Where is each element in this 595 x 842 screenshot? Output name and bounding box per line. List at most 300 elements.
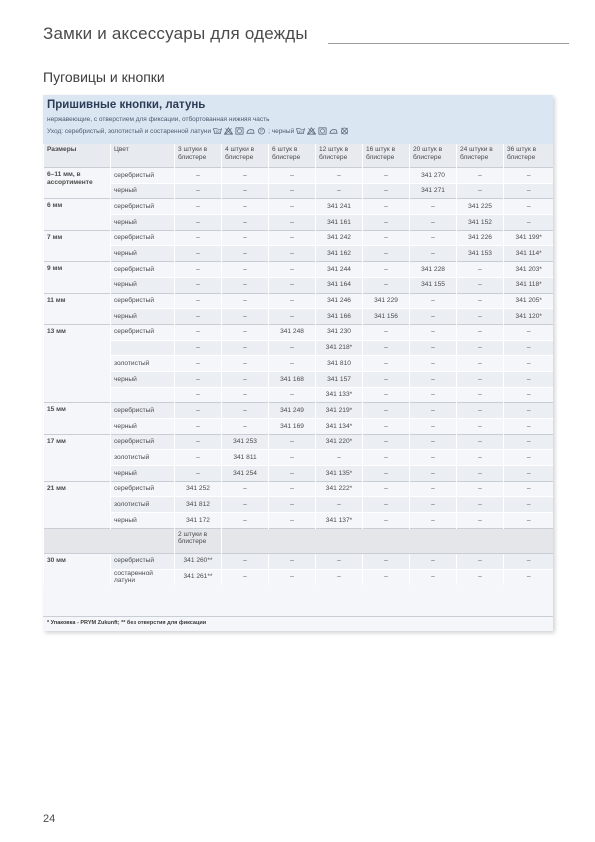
column-header: 6 штук в блистере (269, 144, 316, 168)
article-cell: – (457, 356, 504, 372)
article-cell: – (410, 371, 457, 387)
color-cell: состаренной латуни (111, 569, 175, 585)
size-cell: 6 мм (44, 199, 111, 230)
column-header: 16 штук в блистере (363, 144, 410, 168)
color-cell: серебристый (111, 293, 175, 309)
page-header (43, 24, 595, 50)
svg-text:P: P (260, 128, 263, 134)
article-cell: – (222, 356, 269, 372)
color-cell: черный (111, 215, 175, 231)
article-cell: 341 246 (316, 293, 363, 309)
article-cell: 341 137* (316, 513, 363, 529)
article-cell: – (175, 450, 222, 466)
card-title: Пришивные кнопки, латунь (47, 99, 206, 111)
article-cell: – (504, 199, 554, 215)
article-cell: – (457, 403, 504, 419)
article-cell: 341 152 (457, 215, 504, 231)
article-cell: – (269, 497, 316, 513)
article-cell: – (504, 450, 554, 466)
article-cell: – (222, 262, 269, 278)
table-row (44, 387, 554, 403)
article-cell: – (363, 371, 410, 387)
product-card (43, 95, 553, 631)
article-cell: – (457, 371, 504, 387)
article-cell: – (316, 497, 363, 513)
article-cell: – (175, 403, 222, 419)
article-cell: – (222, 215, 269, 231)
article-cell: – (269, 199, 316, 215)
size-cell: 30 мм (44, 553, 111, 584)
column-header: 4 штуки в блистере (222, 144, 269, 168)
article-cell: – (222, 403, 269, 419)
article-cell: – (363, 450, 410, 466)
size-cell: 21 мм (44, 481, 111, 528)
article-cell: – (269, 387, 316, 403)
svg-text:40: 40 (298, 130, 303, 135)
article-cell: – (316, 450, 363, 466)
article-cell: – (269, 434, 316, 450)
care-icons-group-1 (211, 127, 266, 136)
article-cell: – (269, 569, 316, 585)
article-cell: – (363, 340, 410, 356)
table-row (44, 497, 554, 513)
article-cell: – (175, 387, 222, 403)
article-cell: – (457, 466, 504, 482)
article-cell: – (175, 371, 222, 387)
article-cell: – (410, 553, 457, 569)
care-icons-group-2 (294, 127, 349, 136)
article-cell: 341 228 (410, 262, 457, 278)
article-cell: – (316, 569, 363, 585)
color-cell (111, 340, 175, 356)
article-cell: – (363, 262, 410, 278)
article-cell: 341 169 (269, 419, 316, 435)
table-row (44, 168, 554, 184)
article-cell: – (175, 466, 222, 482)
page-number: 24 (43, 813, 56, 825)
table-row (44, 215, 554, 231)
article-cell: – (410, 324, 457, 340)
article-cell: – (410, 293, 457, 309)
article-cell: – (269, 553, 316, 569)
table-row (44, 230, 554, 246)
color-cell: черный (111, 419, 175, 435)
article-cell: 341 271 (410, 183, 457, 199)
article-cell: – (504, 356, 554, 372)
table-row (44, 293, 554, 309)
article-cell: 341 153 (457, 246, 504, 262)
article-cell: 341 225 (457, 199, 504, 215)
article-cell: – (175, 230, 222, 246)
article-cell: 341 254 (222, 466, 269, 482)
article-cell: – (457, 434, 504, 450)
article-cell: – (457, 309, 504, 325)
article-cell: – (363, 419, 410, 435)
article-cell: – (410, 309, 457, 325)
article-cell: – (269, 277, 316, 293)
color-cell: серебристый (111, 481, 175, 497)
article-cell: – (175, 324, 222, 340)
article-cell: 341 222* (316, 481, 363, 497)
header-rule (328, 43, 569, 44)
article-cell: – (269, 168, 316, 184)
article-cell: – (175, 309, 222, 325)
table-row (44, 569, 554, 585)
article-cell: – (269, 309, 316, 325)
article-cell: – (410, 569, 457, 585)
article-cell: – (504, 387, 554, 403)
article-cell: – (175, 340, 222, 356)
size-cell: 6–11 мм, в ассортименте (44, 168, 111, 199)
table-row (44, 403, 554, 419)
color-cell: черный (111, 277, 175, 293)
article-cell: – (457, 513, 504, 529)
article-cell: – (504, 419, 554, 435)
article-cell: – (363, 246, 410, 262)
article-cell: – (363, 387, 410, 403)
article-cell: – (222, 183, 269, 199)
article-cell: – (410, 387, 457, 403)
article-cell: 341 230 (316, 324, 363, 340)
article-cell: 341 120* (504, 309, 554, 325)
article-cell: – (504, 403, 554, 419)
article-cell: – (175, 277, 222, 293)
article-cell: – (222, 340, 269, 356)
table-row (44, 262, 554, 278)
size-cell: 11 мм (44, 293, 111, 324)
article-cell: 341 199* (504, 230, 554, 246)
table-row (44, 419, 554, 435)
article-cell: – (222, 199, 269, 215)
care-label: Уход: серебристый, золотистый и состаренной латуни (47, 128, 212, 135)
article-cell: – (457, 450, 504, 466)
article-cell: – (410, 419, 457, 435)
article-cell: – (175, 246, 222, 262)
article-cell: – (410, 230, 457, 246)
article-cell: – (222, 553, 269, 569)
article-cell: – (269, 513, 316, 529)
article-cell: – (457, 497, 504, 513)
color-cell: черный (111, 466, 175, 482)
article-cell: – (222, 371, 269, 387)
article-cell: – (363, 215, 410, 231)
article-cell: 341 244 (316, 262, 363, 278)
article-cell: – (175, 168, 222, 184)
article-cell: 341 114* (504, 246, 554, 262)
article-cell: – (504, 340, 554, 356)
article-cell: – (363, 183, 410, 199)
article-cell: 341 162 (316, 246, 363, 262)
color-cell: черный (111, 246, 175, 262)
article-cell: 341 812 (175, 497, 222, 513)
color-cell: черный (111, 513, 175, 529)
article-cell: – (269, 481, 316, 497)
article-cell: 341 156 (363, 309, 410, 325)
article-cell: – (316, 553, 363, 569)
article-cell: – (222, 481, 269, 497)
article-cell: – (363, 277, 410, 293)
article-cell: – (175, 356, 222, 372)
color-cell: серебристый (111, 403, 175, 419)
article-cell: 341 260** (175, 553, 222, 569)
article-cell: – (457, 340, 504, 356)
article-cell: – (504, 466, 554, 482)
card-subtitle: нержавеющие, с отверстием для фиксации, отбортованная нижняя часть (47, 116, 270, 123)
article-cell: – (410, 246, 457, 262)
article-cell: 341 261** (175, 569, 222, 585)
article-cell: – (410, 481, 457, 497)
article-cell: – (363, 466, 410, 482)
column-header: Цвет (111, 144, 175, 168)
svg-text:30: 30 (215, 130, 220, 135)
table-row (44, 513, 554, 529)
color-cell: серебристый (111, 230, 175, 246)
column-header: 36 штук в блистере (504, 144, 554, 168)
article-cell: – (316, 168, 363, 184)
article-cell: 341 270 (410, 168, 457, 184)
article-cell: – (269, 293, 316, 309)
no-bleach-icon (224, 127, 233, 135)
article-cell: – (504, 497, 554, 513)
article-cell: 341 241 (316, 199, 363, 215)
article-cell: – (363, 569, 410, 585)
column-header: 20 штук в блистере (410, 144, 457, 168)
article-cell: – (363, 434, 410, 450)
color-cell: черный (111, 309, 175, 325)
article-cell: – (410, 497, 457, 513)
article-cell: – (222, 419, 269, 435)
article-cell: – (410, 403, 457, 419)
table-body (44, 168, 554, 585)
article-cell: 341 135* (316, 466, 363, 482)
empty-cell (222, 528, 554, 553)
pack-note: 2 штуки в блистере (175, 528, 222, 553)
article-cell: 341 252 (175, 481, 222, 497)
article-cell: 341 253 (222, 434, 269, 450)
article-cell: 341 248 (269, 324, 316, 340)
article-cell: – (363, 324, 410, 340)
article-cell: – (222, 309, 269, 325)
article-cell: 341 164 (316, 277, 363, 293)
article-cell: – (222, 230, 269, 246)
table-row (44, 324, 554, 340)
article-cell: – (175, 199, 222, 215)
color-cell: золотистый (111, 356, 175, 372)
article-cell: – (410, 513, 457, 529)
card-header (43, 95, 553, 144)
article-cell: – (269, 466, 316, 482)
footnote: * Упаковка - PRYM Zukunft; ** без отверстия для фиксации (47, 620, 207, 626)
article-cell: – (269, 340, 316, 356)
size-cell: 17 мм (44, 434, 111, 481)
section-title: Пуговицы и кнопки (43, 69, 165, 85)
article-cell: – (410, 199, 457, 215)
article-cell: 341 168 (269, 371, 316, 387)
article-cell: 341 166 (316, 309, 363, 325)
column-header: 3 штуки в блистере (175, 144, 222, 168)
table-row (44, 356, 554, 372)
article-cell: – (222, 324, 269, 340)
tumble-dry-icon (235, 127, 244, 135)
article-cell: – (222, 513, 269, 529)
article-cell: – (269, 215, 316, 231)
article-cell: – (222, 569, 269, 585)
product-table (43, 144, 553, 585)
wash-30-icon (213, 127, 222, 135)
article-cell: – (504, 183, 554, 199)
article-cell: 341 218* (316, 340, 363, 356)
article-cell: – (363, 403, 410, 419)
article-cell: 341 172 (175, 513, 222, 529)
tumble-dry-icon (318, 127, 327, 135)
article-cell: – (457, 553, 504, 569)
article-cell: – (363, 553, 410, 569)
article-cell: – (222, 293, 269, 309)
article-cell: – (175, 293, 222, 309)
article-cell: – (269, 450, 316, 466)
article-cell: 341 226 (457, 230, 504, 246)
article-cell: 341 133* (316, 387, 363, 403)
article-cell: – (504, 553, 554, 569)
article-cell: 341 205* (504, 293, 554, 309)
color-cell (111, 387, 175, 403)
article-cell: 341 249 (269, 403, 316, 419)
article-cell: – (363, 230, 410, 246)
size-cell: 9 мм (44, 262, 111, 293)
article-cell: – (410, 340, 457, 356)
article-cell: – (222, 168, 269, 184)
article-cell: – (222, 246, 269, 262)
article-cell: – (457, 183, 504, 199)
article-cell: – (222, 387, 269, 403)
article-cell: – (457, 419, 504, 435)
color-cell: серебристый (111, 553, 175, 569)
color-cell: серебристый (111, 262, 175, 278)
article-cell: – (457, 324, 504, 340)
color-cell: золотистый (111, 497, 175, 513)
table-row (44, 371, 554, 387)
footnote-divider (43, 616, 553, 617)
article-cell: – (410, 434, 457, 450)
no-dryclean-icon (340, 127, 349, 135)
article-cell: – (363, 168, 410, 184)
table-row (44, 553, 554, 569)
color-cell: серебристый (111, 168, 175, 184)
article-cell: – (410, 215, 457, 231)
color-cell: серебристый (111, 324, 175, 340)
chapter-title: Замки и аксессуары для одежды (43, 24, 308, 43)
article-cell: – (457, 569, 504, 585)
column-header: 12 штук в блистере (316, 144, 363, 168)
table-row (44, 246, 554, 262)
table-row (44, 309, 554, 325)
table-row (44, 277, 554, 293)
table-header-row (44, 144, 554, 168)
article-cell: – (363, 199, 410, 215)
size-cell: 13 мм (44, 324, 111, 402)
column-header: Размеры (44, 144, 111, 168)
size-cell: 15 мм (44, 403, 111, 434)
iron-low-icon (329, 127, 338, 135)
article-cell: 341 220* (316, 434, 363, 450)
article-cell: 341 161 (316, 215, 363, 231)
color-cell: черный (111, 371, 175, 387)
care-label-black: ; черный (268, 128, 295, 135)
article-cell: – (504, 513, 554, 529)
article-cell: 341 219* (316, 403, 363, 419)
table-row (44, 199, 554, 215)
article-cell: – (269, 356, 316, 372)
wash-40-icon (296, 127, 305, 135)
article-cell: – (175, 419, 222, 435)
article-cell: – (269, 262, 316, 278)
article-cell: 341 242 (316, 230, 363, 246)
article-cell: – (457, 168, 504, 184)
no-bleach-icon (307, 127, 316, 135)
empty-cell (44, 528, 175, 553)
article-cell: – (363, 497, 410, 513)
article-cell: – (457, 262, 504, 278)
table-row (44, 466, 554, 482)
article-cell: – (222, 497, 269, 513)
article-cell: 341 134* (316, 419, 363, 435)
article-cell: – (410, 466, 457, 482)
article-cell: – (504, 168, 554, 184)
article-cell: – (504, 215, 554, 231)
article-cell: – (457, 481, 504, 497)
article-cell: – (410, 450, 457, 466)
article-cell: – (457, 293, 504, 309)
article-cell: – (363, 356, 410, 372)
article-cell: 341 155 (410, 277, 457, 293)
article-cell: – (269, 230, 316, 246)
color-cell: золотистый (111, 450, 175, 466)
article-cell: – (504, 481, 554, 497)
table-row (44, 481, 554, 497)
article-cell: 341 118* (504, 277, 554, 293)
article-cell: – (269, 183, 316, 199)
color-cell: серебристый (111, 199, 175, 215)
article-cell: – (410, 356, 457, 372)
article-cell: – (504, 434, 554, 450)
table-row (44, 528, 554, 553)
color-cell: черный (111, 183, 175, 199)
article-cell: 341 157 (316, 371, 363, 387)
dryclean-p-icon (257, 127, 266, 135)
article-cell: 341 811 (222, 450, 269, 466)
table-row (44, 434, 554, 450)
article-cell: – (457, 387, 504, 403)
article-cell: 341 203* (504, 262, 554, 278)
care-instructions (47, 127, 549, 136)
article-cell: – (316, 183, 363, 199)
article-cell: – (363, 513, 410, 529)
table-row (44, 450, 554, 466)
iron-low-icon (246, 127, 255, 135)
article-cell: – (175, 183, 222, 199)
article-cell: – (363, 481, 410, 497)
article-cell: – (222, 277, 269, 293)
article-cell: – (175, 434, 222, 450)
article-cell: – (504, 371, 554, 387)
article-cell: – (457, 277, 504, 293)
size-cell: 7 мм (44, 230, 111, 261)
article-cell: – (269, 246, 316, 262)
color-cell: серебристый (111, 434, 175, 450)
article-cell: 341 810 (316, 356, 363, 372)
column-header: 24 штуки в блистере (457, 144, 504, 168)
article-cell: – (504, 324, 554, 340)
